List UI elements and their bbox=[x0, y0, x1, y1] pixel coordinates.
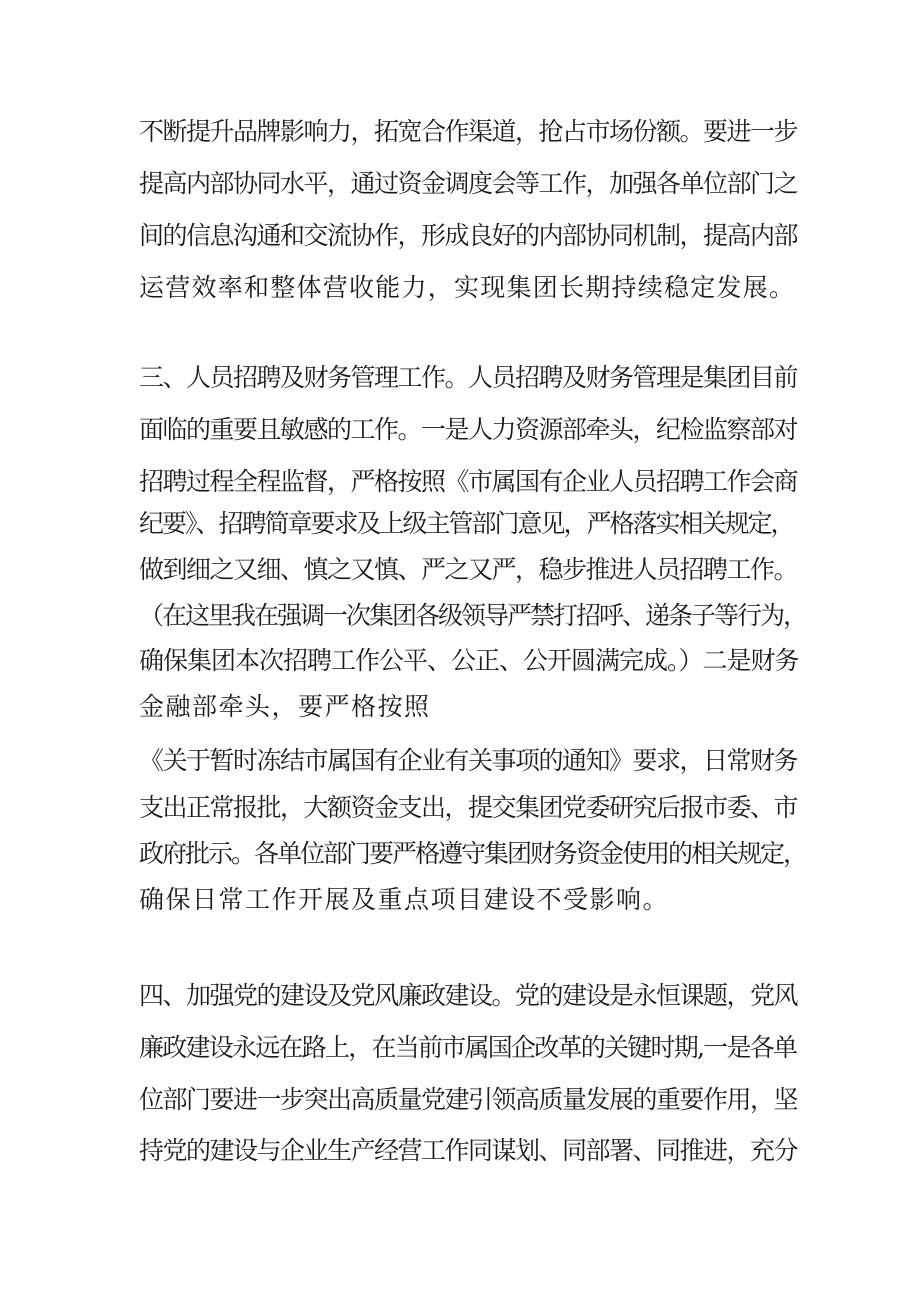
paragraph-1-line-2: 提高内部协同水平，通过资金调度会等工作，加强各单位部门之 bbox=[139, 169, 798, 198]
paragraph-1-line-4: 运营效率和整体营收能力，实现集团长期持续稳定发展。 bbox=[139, 273, 796, 302]
paragraph-2-line-11: 政府批示。各单位部门要严格遵守集团财务资金使用的相关规定， bbox=[139, 839, 807, 868]
paragraph-1-line-1: 不断提升品牌影响力，拓宽合作渠道，抢占市场份额。要进一步 bbox=[139, 117, 798, 146]
paragraph-2-line-3: 招聘过程全程监督，严格按照《市属国有企业人员招聘工作会商 bbox=[139, 467, 798, 496]
paragraph-2-line-10: 支出正常报批，大额资金支出，提交集团党委研究后报市委、市 bbox=[139, 793, 798, 822]
paragraph-2-line-8: 金融部牵头，要严格按照 bbox=[139, 692, 431, 721]
paragraph-3-line-3: 位部门要进一步突出高质量党建引领高质量发展的重要作用，坚 bbox=[139, 1085, 798, 1114]
paragraph-2-line-2: 面临的重要且敏感的工作。一是人力资源部牵头，纪检监察部对 bbox=[139, 415, 798, 444]
paragraph-2-line-12: 确保日常工作开展及重点项目建设不受影响。 bbox=[139, 885, 670, 914]
paragraph-2-line-5: 做到细之又细、慎之又慎、严之又严，稳步推进人员招聘工作。 bbox=[139, 555, 798, 584]
paragraph-3-line-1: 四、加强党的建设及党风廉政建设。党的建设是永恒课题，党风 bbox=[139, 981, 798, 1010]
paragraph-2-line-9: 《关于暂时冻结市属国有企业有关事项的通知》要求，日常财务 bbox=[139, 746, 798, 775]
paragraph-2-line-6: （在这里我在强调一次集团各级领导严禁打招呼、递条子等行为， bbox=[139, 601, 807, 630]
paragraph-1-line-3: 间的信息沟通和交流协作，形成良好的内部协同机制，提高内部 bbox=[139, 221, 798, 250]
paragraph-2-line-4: 纪要》、招聘简章要求及上级主管部门意见，严格落实相关规定， bbox=[139, 509, 794, 538]
paragraph-2-line-1: 三、人员招聘及财务管理工作。人员招聘及财务管理是集团目前 bbox=[139, 363, 798, 392]
paragraph-2-line-7: 确保集团本次招聘工作公平、公正、公开圆满完成。）二是财务 bbox=[139, 646, 799, 675]
paragraph-3-line-2: 廉政建设永远在路上，在当前市属国企改革的关键时期,一是各单 bbox=[139, 1033, 797, 1062]
paragraph-3-line-4: 持党的建设与企业生产经营工作同谋划、同部署、同推进，充分 bbox=[139, 1136, 798, 1165]
